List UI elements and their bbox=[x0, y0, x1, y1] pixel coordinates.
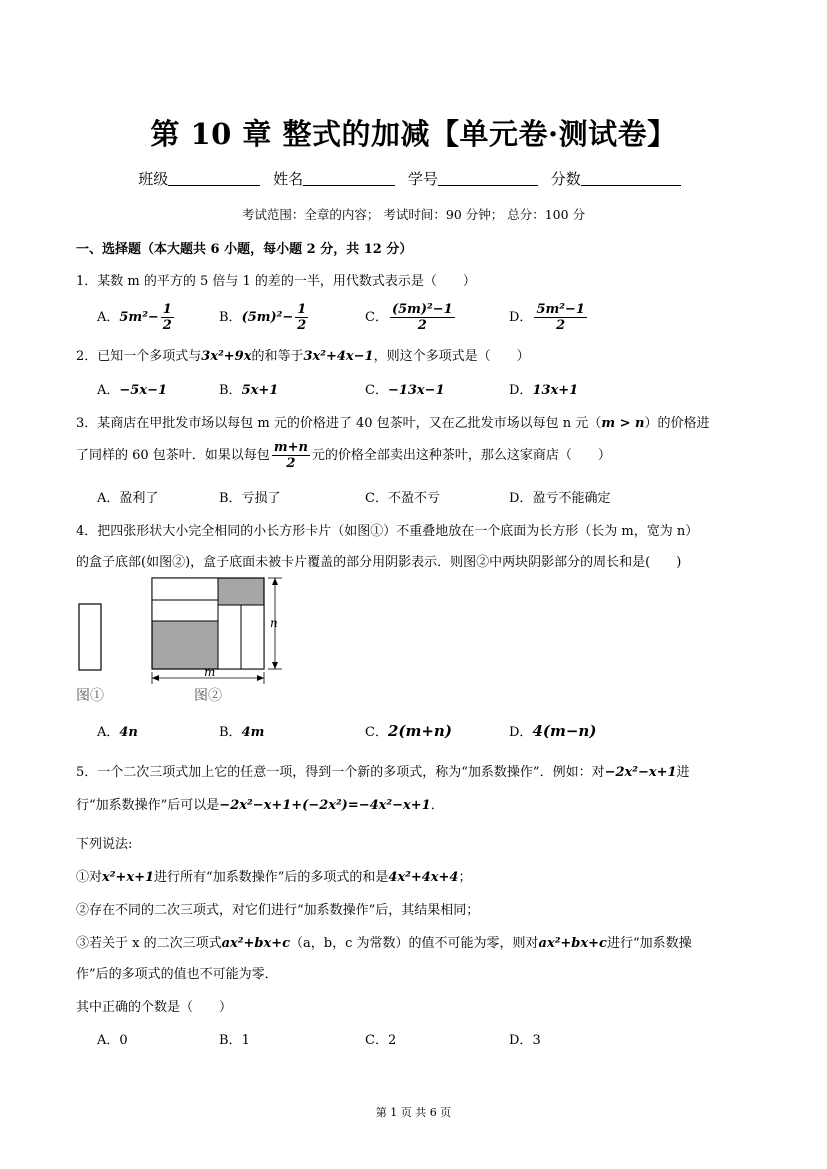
option-value: −13x−1 bbox=[387, 383, 445, 398]
q5-line1-expr: −2x²−x+1 bbox=[604, 765, 677, 780]
page-title: 第 10 章 整式的加减【单元卷·测试卷】 bbox=[150, 117, 677, 151]
option-label: B． bbox=[219, 383, 242, 398]
option-value: 2(m+n) bbox=[387, 722, 452, 740]
dim-n-arrow-down bbox=[272, 662, 278, 669]
name-blank[interactable] bbox=[303, 169, 395, 186]
q5-option-a[interactable] bbox=[97, 1029, 128, 1048]
q5-line2-a: 行“加系数操作”后可以是 bbox=[76, 798, 220, 813]
frac-den: 2 bbox=[417, 318, 427, 333]
q3-line2-b: 元的价格全部卖出这种茶叶，那么这家商店（ ） bbox=[311, 448, 611, 463]
question-4-line2: 的盒子底部(如图②)，盒子底面未被卡片覆盖的部分用阴影表示．则图②中两块阴影部分的周长和是( ) bbox=[76, 555, 682, 570]
option-value: 3 bbox=[532, 1033, 541, 1048]
q3-option-c[interactable] bbox=[365, 487, 440, 506]
class-label: 班级 bbox=[138, 170, 169, 188]
option-label: D． bbox=[509, 725, 533, 740]
option-label: B． bbox=[219, 725, 242, 740]
q5-s1-c: ； bbox=[458, 870, 472, 885]
frac-num: 5m²−1 bbox=[536, 302, 585, 317]
dim-n-arrow-up bbox=[272, 578, 278, 585]
q4-option-c[interactable] bbox=[365, 721, 452, 740]
fig2-card-1 bbox=[152, 578, 218, 600]
frac-num: m+n bbox=[273, 440, 308, 455]
q2-option-d[interactable] bbox=[509, 379, 578, 398]
page-footer: 第 1 页 共 6 页 bbox=[375, 1106, 452, 1119]
fig2-label: 图② bbox=[194, 688, 222, 704]
q2-expr2: 3x²+4x−1 bbox=[303, 349, 374, 364]
q2-option-c[interactable] bbox=[365, 379, 445, 398]
q3-line1-a: 3．某商店在甲批发市场以每包 m 元的价格进了 40 包茶叶，又在乙批发市场以每包 n 元（ bbox=[76, 416, 602, 431]
q4-option-b[interactable] bbox=[219, 721, 264, 740]
fig2-shade-top bbox=[218, 578, 264, 605]
option-label: A． bbox=[97, 725, 120, 740]
option-label: A． bbox=[97, 1033, 120, 1048]
name-label: 姓名 bbox=[273, 170, 304, 188]
q1-option-a[interactable] bbox=[97, 302, 176, 333]
q2-text-a: 2．已知一个多项式与 bbox=[76, 349, 202, 364]
q5-option-c[interactable] bbox=[365, 1029, 396, 1048]
option-label: D． bbox=[509, 310, 533, 325]
q2-text-c: ，则这个多项式是（ ） bbox=[373, 349, 530, 364]
fig2-card-4 bbox=[241, 605, 264, 669]
q2-option-a[interactable] bbox=[97, 379, 167, 398]
fig2-card-2 bbox=[152, 600, 218, 621]
dim-n-label: n bbox=[270, 616, 278, 630]
q5-s3-expr1: ax²+bx+c bbox=[221, 936, 291, 951]
option-label: C． bbox=[365, 725, 388, 740]
fig1-card bbox=[79, 604, 101, 670]
q5-option-d[interactable] bbox=[509, 1029, 541, 1048]
q5-s1-b: 进行所有“加系数操作”后的多项式的和是 bbox=[154, 870, 389, 885]
option-label: D． bbox=[509, 491, 533, 506]
frac-den: 2 bbox=[556, 318, 566, 333]
q4-figures bbox=[70, 572, 300, 707]
option-label: B． bbox=[219, 310, 242, 325]
question-3-line2 bbox=[76, 440, 611, 471]
q5-statement-2: ②存在不同的二次三项式，对它们进行“加系数操作”后，其结果相同； bbox=[76, 903, 480, 918]
q5-line1-a: 5．一个二次三项式加上它的任意一项，得到一个新的多项式，称为“加系数操作”．例如：对 bbox=[76, 765, 605, 780]
frac-num: 1 bbox=[297, 302, 307, 317]
fig1-label: 图① bbox=[76, 688, 104, 704]
score-blank[interactable] bbox=[581, 169, 681, 186]
exam-scope: 考试范围：全章的内容； 考试时间：90 分钟； 总分：100 分 bbox=[241, 207, 586, 222]
question-1-text: 1．某数 m 的平方的 5 倍与 1 的差的一半，用代数式表示是（ ） bbox=[76, 274, 476, 289]
frac-den: 2 bbox=[286, 456, 296, 471]
student-info-row bbox=[0, 168, 827, 189]
option-label: A． bbox=[97, 310, 120, 325]
option-label: B． bbox=[219, 1033, 242, 1048]
question-2-text bbox=[76, 345, 530, 364]
option-value: 不盈不亏 bbox=[387, 491, 440, 506]
q5-s3-a: ③若关于 x 的二次三项式 bbox=[76, 936, 222, 951]
question-3-line1 bbox=[76, 412, 709, 431]
q5-s1-expr1: x²+x+1 bbox=[102, 870, 155, 885]
option-value: −5x−1 bbox=[119, 383, 168, 398]
q1-a-expr: 5m²− bbox=[119, 310, 159, 325]
option-label: D． bbox=[509, 1033, 533, 1048]
q3-fraction bbox=[272, 440, 310, 471]
q1-b-fraction bbox=[295, 302, 308, 333]
question-5-line2 bbox=[76, 794, 444, 813]
q5-statement-3-line1 bbox=[76, 932, 692, 951]
q3-condition: m > n bbox=[601, 416, 645, 431]
option-value: 4(m−n) bbox=[532, 722, 597, 740]
option-value: 0 bbox=[119, 1033, 128, 1048]
q5-statement-1 bbox=[76, 866, 471, 885]
q1-b-expr: (5m)²− bbox=[241, 310, 294, 325]
id-label: 学号 bbox=[407, 170, 438, 188]
q3-option-b[interactable] bbox=[219, 487, 281, 506]
option-label: D． bbox=[509, 383, 533, 398]
frac-den: 2 bbox=[162, 318, 172, 333]
option-value: 5x+1 bbox=[241, 383, 279, 398]
q5-line2-b: ． bbox=[430, 798, 444, 813]
frac-num: (5m)²−1 bbox=[391, 302, 453, 317]
dim-m-label: m bbox=[204, 665, 216, 679]
section-heading: 一、选择题（本大题共 6 小题，每小题 2 分，共 12 分） bbox=[76, 242, 413, 257]
q1-option-b[interactable] bbox=[219, 302, 310, 333]
option-label: B． bbox=[219, 491, 242, 506]
option-label: A． bbox=[97, 491, 120, 506]
q5-line2-expr: −2x²−x+1+(−2x²)=−4x²−x+1 bbox=[219, 798, 431, 813]
option-value: 4n bbox=[119, 725, 138, 740]
frac-den: 2 bbox=[297, 318, 307, 333]
id-blank[interactable] bbox=[438, 169, 538, 186]
fig2-shade-bottom bbox=[152, 621, 218, 669]
option-value: 盈利了 bbox=[119, 491, 159, 506]
option-label: C． bbox=[365, 310, 388, 325]
q3-option-a[interactable] bbox=[97, 487, 158, 506]
option-value: 13x+1 bbox=[532, 383, 579, 398]
q1-d-fraction bbox=[534, 302, 586, 333]
score-label: 分数 bbox=[550, 170, 581, 188]
q5-s3-b: （a，b，c 为常数）的值不可能为零，则对 bbox=[290, 936, 539, 951]
q4-option-d[interactable] bbox=[509, 721, 596, 740]
option-value: 1 bbox=[241, 1033, 250, 1048]
question-5-line1 bbox=[76, 761, 690, 780]
q5-option-b[interactable] bbox=[219, 1029, 250, 1048]
q5-line1-b: 进 bbox=[676, 765, 690, 780]
option-value: 2 bbox=[387, 1033, 397, 1048]
dim-m-arrow-left bbox=[152, 675, 159, 681]
q5-s3-expr2: ax²+bx+c bbox=[538, 936, 607, 951]
class-blank[interactable] bbox=[168, 169, 260, 186]
option-label: C． bbox=[365, 1033, 388, 1048]
q5-intro: 下列说法: bbox=[76, 837, 133, 852]
q3-line1-b: ）的价格进 bbox=[644, 416, 710, 431]
fig2-card-3 bbox=[218, 605, 241, 669]
option-value: 4m bbox=[241, 725, 265, 740]
q1-c-fraction bbox=[390, 302, 455, 333]
option-label: A． bbox=[97, 383, 120, 398]
q5-ask: 其中正确的个数是（ ） bbox=[76, 1000, 233, 1015]
q5-s3-c: 进行“加系数操 bbox=[606, 936, 692, 951]
option-value: 亏损了 bbox=[241, 491, 281, 506]
q1-option-d[interactable] bbox=[509, 302, 589, 333]
dim-m-arrow-right bbox=[257, 675, 264, 681]
q4-option-a[interactable] bbox=[97, 721, 138, 740]
q5-s1-expr2: 4x²+4x+4 bbox=[388, 870, 459, 885]
q5-statement-3-line2: 作”后的多项式的值也不可能为零． bbox=[76, 967, 278, 982]
question-4-line1: 4．把四张形状大小完全相同的小长方形卡片（如图①）不重叠地放在一个底面为长方形（长为 m，宽为 n） bbox=[76, 524, 699, 539]
q2-text-b: 的和等于 bbox=[251, 349, 304, 364]
frac-num: 1 bbox=[162, 302, 172, 317]
q3-option-d[interactable] bbox=[509, 487, 610, 506]
q1-a-fraction bbox=[161, 302, 174, 333]
option-value: 盈亏不能确定 bbox=[532, 491, 611, 506]
option-label: C． bbox=[365, 383, 388, 398]
q3-line2-a: 了同样的 60 包茶叶．如果以每包 bbox=[76, 448, 270, 463]
q5-s1-a: ①对 bbox=[76, 870, 103, 885]
q1-option-c[interactable] bbox=[365, 302, 457, 333]
q2-expr1: 3x²+9x bbox=[201, 349, 252, 364]
option-label: C． bbox=[365, 491, 388, 506]
q2-option-b[interactable] bbox=[219, 379, 278, 398]
